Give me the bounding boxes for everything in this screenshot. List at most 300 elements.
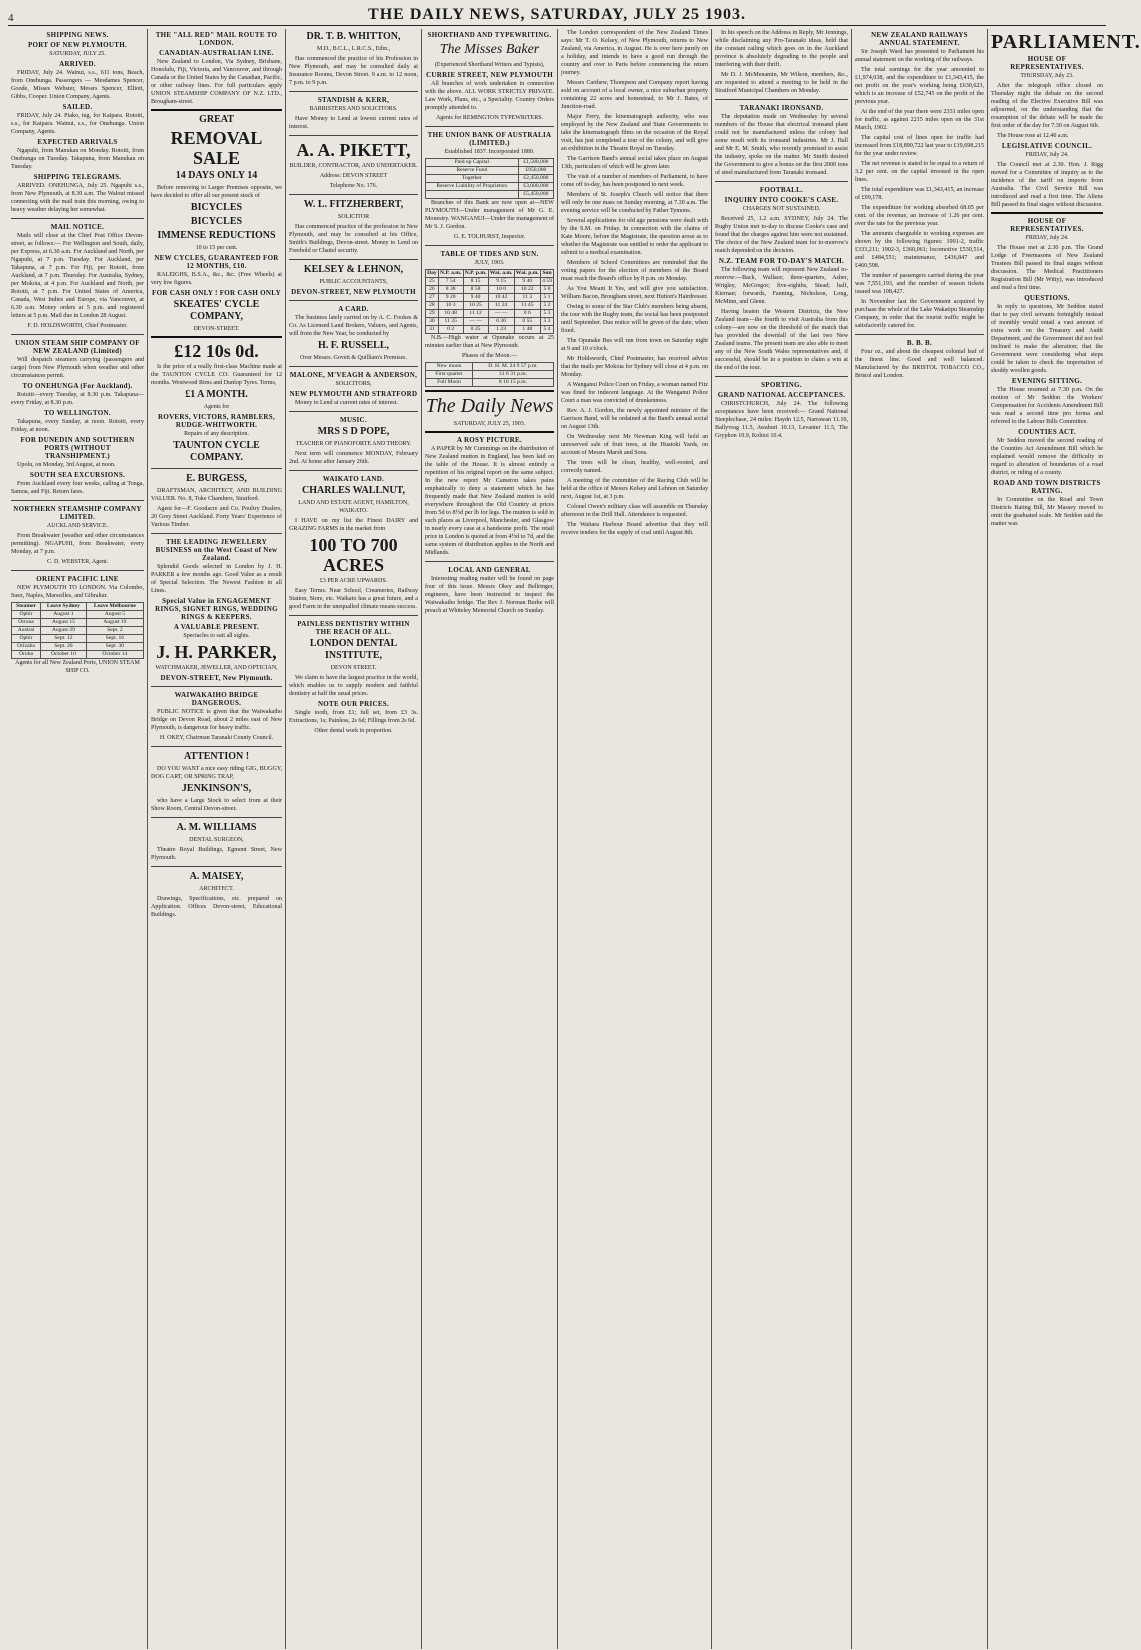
spectacles-text: Spectacles to suit all sights.	[183, 633, 250, 639]
tides-cell: 10 3	[438, 302, 463, 310]
jenkinson-text: who have a Large Stock to select from at their Show Room, Central Devon-street.	[151, 798, 282, 812]
council-date: FRIDAY, July 24.	[1025, 152, 1069, 158]
tides-cell: 8 38	[438, 286, 463, 294]
bank-signature: G. E. TOLHURST, Inspector.	[453, 234, 526, 240]
railways-text-1: Sir Joseph Ward has presented to Parliament his annual statement on the working of the railways.	[855, 49, 984, 63]
tides-cell: 26	[426, 286, 439, 294]
column-5	[558, 29, 712, 1649]
ironsand-heading: TARANAKI IRONSAND.	[739, 104, 824, 112]
local-text: Interesting reading matter will be found on page four of this issue. Messrs Okey and Bellringer, engineers, have been instructed to inspect the Waiwakaiho bridge. The Rev J. Norman Burke will preach at Whiteley Memorial Church on Sunday.	[425, 576, 554, 614]
town-heading: ROAD AND TOWN DISTRICTS RATING.	[993, 479, 1101, 495]
london-title: LONDON DENTAL INSTITUTE,	[309, 638, 398, 661]
orient-row	[12, 611, 144, 619]
orient-heading: ORIENT PACIFIC LINE	[36, 575, 119, 583]
bank-row	[426, 159, 554, 167]
col5-para-6: Members of St. Joseph's Church will notice that there will only be one mass on Sunday morning, at 7.30 a.m. The evening service will be conducted by Father Tymons.	[561, 192, 708, 214]
onehunga-heading: TO ONEHUNGA (For Auckland).	[22, 382, 133, 390]
tides-cell: 0 6	[514, 310, 540, 318]
williams-title: A. M. WILLIAMS	[176, 822, 257, 833]
bank-cell	[426, 191, 519, 199]
orient-cell: Sept. 2	[86, 627, 143, 635]
col5-para-8: Members of School Committees are reminded that the voting papers for the election of members of the Board must reach the Board's office by 8 p.m. on Monday.	[561, 260, 708, 282]
evening-text: The House resumed at 7.30 p.m. On the motion of Mr Seddon the Workers' Compensation for Accidents Amendment Bill was read a second time pro forma and referred to the Labour Bills Committee.	[991, 387, 1103, 425]
dunedin-text: Upolu, on Monday, 3rd August, at noon.	[17, 462, 116, 468]
tides-cell: 11 35	[438, 318, 463, 326]
bank-cell: Reserve Fund	[426, 167, 519, 175]
tides-cell: 7 54	[438, 278, 463, 286]
col5-para-14: Rev. A. J. Gordon, the newly appointed minister of the Garrison Band, will be ordained at the Band's annual social on August 13th.	[561, 408, 708, 430]
col5-para-5: The visit of a number of members of Parliament, to have come off to-day, has been postponed to next week.	[561, 174, 708, 188]
tides-cell: 11 3	[514, 294, 540, 302]
dunedin-heading: FOR DUNEDIN AND SOUTHERN PORTS (WITHOUT TRANSHIPMENT.)	[20, 436, 135, 460]
tides-cell: 10 48	[438, 310, 463, 318]
tides-cell: 0 25	[463, 326, 488, 334]
music-heading: MUSIC.	[340, 416, 367, 424]
london-address: DEVON STREET.	[330, 665, 377, 671]
whitton-title: DR. T. B. WHITTON,	[306, 31, 401, 42]
other-text: Other dental work in proportion.	[314, 728, 393, 734]
orient-cell: Sept. 30	[86, 643, 143, 651]
bank-heading: THE UNION BANK OF AUSTRALIA (LIMITED.)	[427, 131, 552, 147]
malone-address: NEW PLYMOUTH AND STRATFORD	[289, 390, 418, 398]
tides-cell: — —	[463, 318, 488, 326]
burgess-text: DRAFTSMAN, ARCHITECT, AND BUILDING VALUER. No. 8, Toke Chambers, Stratford.	[151, 488, 282, 502]
col6-para-2: Mr D. J. McMenamin, Mr Wilson, members, &c., are requested to attend a meeting to be held in the Stratford Municipal Chambers on Monday.	[715, 72, 848, 94]
maisey-text: Drawings, Specifications, etc. prepared on Application. Offices Devon-street, Educational Buildings.	[151, 896, 282, 918]
bank-cell: Together	[426, 175, 519, 183]
grand-text: CHRISTCHURCH, July 24. The following acceptances have been received:— Grand National Steeplechase, 24 miles: Haydn 12.5, Narrawan 11.10, Ballyvrag 11.5, Awahuri 10.13, Levanter 11.5, The Gryphon 10.9, Kohioi 10.4.	[715, 401, 848, 439]
tides-cell: 5 1	[540, 294, 553, 302]
orient-cell: Ophir	[12, 611, 41, 619]
moon-cell: New moon	[426, 363, 473, 371]
price-text: Is the price of a really first-class Machine made at the TAUNTON CYCLE CO. Guaranteed for 12 months. Westwood Rims and Dunlop Tyres. Terms,	[151, 364, 282, 386]
russell-title: H. F. RUSSELL,	[317, 340, 390, 351]
moon-cell: Full Moon	[426, 379, 473, 387]
telegrams-heading: SHIPPING TELEGRAMS.	[33, 173, 122, 181]
whitton-text: Has commenced the practice of his Profession in New Plymouth, and may be consulted daily at Insurance Rooms, Devon Street. 9 a.m. to 12 noon, 7 p.m. to 9 p.m.	[289, 56, 418, 86]
railways-text-2: The total earnings for the year amounted to £1,974,038, and the expenditure to £1,343,415, the net profit on the year's working being £630,623, which is an increase of £52,745 on the profit of the previous year.	[855, 67, 984, 105]
tides-note: N.B.—High water at Opunake occurs at 25 minutes earlier than at New Plymouth.	[425, 335, 554, 349]
wellington-heading: TO WELLINGTON.	[44, 409, 111, 417]
painless-heading: PAINLESS DENTISTRY WITHIN THE REACH OF ALL.	[297, 620, 410, 636]
masthead	[8, 4, 1106, 26]
orient-cell: October 14	[86, 651, 143, 659]
moon-cell: D. H. M. 24 9 57 p.m.	[472, 363, 553, 371]
sporting-heading: SPORTING.	[761, 381, 802, 389]
house-heading: HOUSE OF REPRESENTATIVES.	[1010, 55, 1084, 71]
grand-heading: GRAND NATIONAL ACCEPTANCES.	[717, 391, 846, 399]
house2-date: FRIDAY, July 24.	[1025, 235, 1069, 241]
bank-cell: Paid up Capital	[426, 159, 519, 167]
expected-heading: EXPECTED ARRIVALS	[37, 138, 118, 146]
tides-cell: 11 12	[463, 310, 488, 318]
railways-text-10: In November last the Government acquired by purchase the whole of the Lake Wakatipu Steamship Company, in order that the tourist traffic might be satisfactorily catered for.	[855, 299, 984, 329]
malone-text: Money to Lend at current rates of interest.	[295, 400, 398, 406]
shorthand-heading: SHORTHAND AND TYPEWRITING.	[427, 31, 552, 39]
bank-row	[426, 183, 554, 191]
great-label: GREAT	[199, 114, 234, 125]
acres-title: 100 TO 700 ACRES	[309, 535, 398, 575]
skeates-title: SKEATES' CYCLE COMPANY,	[173, 299, 260, 322]
tides-cell: 9 15	[488, 278, 514, 286]
column-grid	[8, 29, 1141, 1649]
tides-cell: 9 40	[463, 294, 488, 302]
remington-text: Agents for REMINGTON TYPEWRITERS.	[435, 115, 544, 121]
expected-text: Ngapuhi, from Manukau on Monday. Rotoiti, from Onehunga on Tuesday. Takapuna, from Manukau on Tuesday.	[11, 148, 144, 170]
tides-heading: TABLE OF TIDES AND SUN.	[440, 250, 539, 258]
wallnut-sub: LAND AND ESTATE AGENT, HAMILTON, WAIKATO.	[298, 500, 409, 514]
port-date: SATURDAY, JULY 25.	[49, 51, 106, 57]
tides-header-1: N.P. a.m.	[439, 270, 462, 276]
orient-cell: Sept. 12	[41, 635, 87, 643]
arrived-text: FRIDAY, July 24. Wainui, s.s., 611 tons, Beach, from Onehunga. Passengers — Mesdames Spencer, Goode, Misses Webster, Messrs Spencer, Elliott, Gibbs, Cooper. Union Company, Agents.	[11, 70, 144, 100]
moon-cell: 31 6 31 p.m.	[472, 371, 553, 379]
parker-address: DEVON-STREET, New Plymouth.	[160, 674, 273, 682]
bank-text: Branches of this Bank are now open at—NEW PLYMOUTH—Under management of Mr G. E. Monestry. WANGANUI—Under the management of Mr S. J. Gordon.	[425, 200, 554, 230]
orient-cell: Orizaba	[12, 643, 41, 651]
inquiry-sub: CHARGES NOT SUSTAINED.	[742, 206, 821, 212]
tides-cell: 1 23	[488, 326, 514, 334]
orient-footer: Agents for all New Zealand Ports, UNION STEAM SHIP CO.	[15, 660, 140, 674]
bridge-signature: H. OKEY, Chairman Taranaki County Council.	[159, 735, 274, 741]
house-date: THURSDAY, July 23.	[1020, 73, 1074, 79]
standish-title: STANDISH & KERR,	[317, 96, 390, 104]
orient-cell: Sept. 16	[86, 635, 143, 643]
tides-row	[426, 286, 554, 294]
orient-text: NEW PLYMOUTH TO LONDON. Via Colombo, Suez, Naples, Marseilles, and Gibraltar.	[11, 585, 144, 599]
northern-sub: AUCKLAND SERVICE.	[46, 523, 109, 529]
card-heading: A CARD.	[338, 305, 369, 313]
col5-para-4: The Garrison Band's annual social takes place on August 13th, particulars of which will be given later.	[561, 156, 708, 170]
nz-team-text-2: Having beaten the Western Districts, the New Zealand team—the fourth to visit Australia from this colony—are now on the threshold of the match that has provided the downfall of the last two New Zealand teams. The present team are also able to meet any of the New South Wales representatives and, if successful, should be in a position to claim a win at the end of the tour.	[715, 309, 848, 371]
fitzherbert-title: W. L. FITZHERBERT,	[303, 199, 404, 210]
local-heading: LOCAL AND GENERAL	[448, 566, 531, 574]
tides-cell: 4 59	[542, 278, 552, 284]
redline-heading: THE "ALL RED" MAIL ROUTE TO LONDON.	[155, 31, 278, 47]
waikato-heading: WAIKATO LAND.	[322, 475, 385, 483]
mail-heading: MAIL NOTICE.	[50, 223, 105, 231]
acres-text: Easy Terms. Near School, Creameries, Railway Station, Store, etc. Waikato has a great future, and a good Farm in the unequalled climate means success.	[289, 588, 418, 610]
wellington-text: Takapuna, every Sunday, at noon. Rotoiti, every Friday, at noon.	[11, 419, 144, 433]
malone-title: MALONE, M'VEAGH & ANDERSON,	[289, 371, 418, 379]
taunton-title: TAUNTON CYCLE COMPANY.	[173, 440, 260, 463]
tides-cell: 10 42	[488, 294, 514, 302]
orient-cell: August 15	[41, 619, 87, 627]
tides-cell: 10 0	[488, 286, 514, 294]
shipping-heading: SHIPPING NEWS.	[46, 31, 109, 39]
williams-sub: DENTAL SURGEON,	[189, 837, 244, 843]
column-1	[8, 29, 148, 1649]
railways-text-7: The expenditure for working absorbed 68.05 per cent. of the revenue, an increase of 1.26 per cent. over the rate for the previous year.	[855, 205, 984, 227]
skeates-address: DEVON-STREET.	[193, 326, 240, 332]
col5-para-16: The trees will be clean, healthy, well-rooted, and correctly named.	[561, 460, 708, 474]
col5-para-19: The Waitara Harbour Board advertise that they will receive tenders for the supply of coal until August 8th.	[561, 522, 708, 536]
railways-text-3: At the end of the year there were 2331 miles open for traffic, as against 2215 miles open on the 31st March, 1902.	[855, 109, 984, 131]
moon-row	[426, 363, 554, 371]
col5-para-15: On Wednesday next Mr Newman King will hold an unreserved sale of fruit trees, at the Huatoki Yards, on account of Messrs Marsh and Sons.	[561, 434, 708, 456]
sailed-text: FRIDAY, July 24. Piako, tug, for Kaipara. Rotoiti, s.s., for Kaipara. Wainui, s.s., for Onehunga. Union Company, Agents.	[11, 113, 144, 135]
tides-row	[426, 326, 554, 334]
column-4	[422, 29, 558, 1649]
bbb-text: Four oz., and about the cheapest colonial leaf of the finest line. Good and well balanced. Manufactured by the BRISTOL TOBACCO CO., Bristol and London.	[855, 349, 984, 379]
bank-cell: Reserve Liability of Proprietors	[426, 183, 519, 191]
tides-cell: 10 25	[463, 302, 488, 310]
williams-text: Theatre Royal Buildings, Egmont Street, New Plymouth.	[151, 847, 282, 861]
col5-para-17: A meeting of the committee of the Racing Club will be held at the office of Messrs Kelsey and Lehnon on Saturday next, August 1st, at 3 p.m.	[561, 478, 708, 500]
northern-text: From Breakwater (weather and other circumstances permitting). NGAPUHI, from Breakwater, every Monday, at 7 p.m.	[11, 533, 144, 555]
orient-cell: Sept. 26	[41, 643, 87, 651]
ironsand-text: The deputation made on Wednesday by several members of the House that electrical ironsand plant could not be manufactured unless the colony had some result with its ironsand industries. Mr J. Hall and Mr E. M. Smith, who recently promised to assist the industry, spoke on the matter. Mr Smith desired the Government to give a bonus on the first 2000 tons of steel manufactured from Taranaki ironsand.	[715, 114, 848, 176]
south-heading: SOUTH SEA EXCURSIONS.	[29, 471, 126, 479]
burgess-title: E. BURGESS,	[186, 473, 247, 484]
bank-row	[426, 175, 554, 183]
tides-header-0: Day	[427, 270, 437, 276]
repairs-text: Repairs of any description.	[184, 431, 249, 437]
tides-cell: 5 0	[540, 286, 553, 294]
tides-month: JULY, 1903.	[474, 260, 505, 266]
tides-cell: 5 3	[540, 318, 553, 326]
moon-row	[426, 379, 554, 387]
pikett-sub: BUILDER, CONTRACTOR, AND UNDERTAKER.	[289, 163, 418, 169]
card-text: The business lately carried on by A. C. Fookes & Co. As Licensed Land Brokers, Valuers, and Agents, will from the New Year, be conducted by	[289, 315, 418, 337]
bank-cell: £1,500,000	[518, 159, 553, 167]
note-heading: NOTE OUR PRICES.	[317, 700, 390, 708]
standish-sub: BARRISTERS AND SOLICITORS.	[309, 106, 398, 112]
nz-team-heading: N.Z. TEAM FOR TO-DAY'S MATCH.	[718, 257, 845, 265]
northern-heading: NORTHERN STEAMSHIP COMPANY LIMITED.	[13, 505, 142, 521]
onehunga-text: Rotoiti—every Tuesday, at 8.30 p.m. Takapuna—every Friday, at 8.30 p.m.	[11, 392, 144, 406]
tides-cell: 11 45	[514, 302, 540, 310]
wallnut-title: CHARLES WALLNUT,	[302, 485, 405, 496]
acres-sub: £3 PER ACRE UPWARDS.	[319, 578, 388, 584]
bridge-heading: WAIWAKAIHO BRIDGE DANGEROUS.	[174, 691, 259, 707]
kelsey-sub: PUBLIC ACCOUNTANTS,	[319, 279, 388, 285]
orient-cell: August 29	[41, 627, 87, 635]
cycles-line: NEW CYCLES, GUARANTEED FOR 12 MONTHS, £10.	[154, 254, 279, 270]
col5-para-18: Colonel Owen's military class will assemble on Thursday afternoon in the Drill Hall. Attendance is requested.	[561, 504, 708, 518]
maisey-sub: ARCHITECT.	[199, 886, 234, 892]
maisey-title: A. MAISEY,	[189, 871, 244, 882]
railways-text-5: The net revenue is stated to be equal to a return of 3.2 per cent. on the capital invested in the open lines.	[855, 161, 984, 183]
tides-row	[426, 318, 554, 326]
mail-text: Mails will close at the Chief Post Office Devon-street, as follows:— For Wellington and South, daily, per Express, at 6.30 a.m. For Auckland and North, per Ngapuhi, at 7 p.m. Tuesday. For Auckland, per Takapuna, at 7 p.m. For Fiji, per Rotoiti, from Auckland, at 7 p.m. Thursday. For Australia, Sydney, per Mokoia, at 4 p.m. For Auckland and North, per Rotoiti, at 7 p.m. For United States of America, Canada, West Indies and Europe, via Vancouver, at 6.30 a.m. Money orders at 5 p.m. and registered letters at 5 p.m. Mail due in London 28 August.	[11, 233, 144, 319]
baker-text: All branches of work undertaken in connection with the above. ALL WORK STRICTLY PRIVATE. Law Work, Plans, etc., a Speciality. Country Orders promptly attended to.	[425, 81, 554, 111]
whitton-sub: M.D., B.C.L., L.R.C.S., Edin.,	[316, 46, 391, 52]
orient-cell: August 5	[86, 611, 143, 619]
tides-cell: 25	[426, 278, 439, 286]
malone-sub: SOLICITORS,	[335, 381, 372, 387]
bank-cell: £3,000,000	[518, 183, 553, 191]
month-label: £1 A MONTH.	[185, 389, 248, 400]
bank-table	[425, 158, 554, 199]
union-text: Will despatch steamers carrying (passengers and cargo) from New Plymouth when weather and other circumstances permit.	[11, 357, 144, 379]
moon-table	[425, 362, 554, 387]
daily-news-date: SATURDAY, JULY 25, 1903.	[453, 421, 526, 427]
postmaster: F. D. HOLDSWORTH, Chief Postmaster.	[27, 323, 128, 329]
orient-row	[12, 627, 144, 635]
bicycles-label: BICYCLES	[190, 202, 243, 213]
col5-para-12: Mr Holdsworth, Chief Postmaster, has received advice that the mails per Mokoia for Sydney will close at 4 p.m. on Monday.	[561, 356, 708, 378]
tides-row	[426, 302, 554, 310]
tides-row	[426, 310, 554, 318]
tides-row	[426, 278, 554, 286]
sale-text: Before removing to Larger Premises opposite, we have decided to offer all our present stock of	[151, 185, 282, 199]
tides-cell: 9 40	[514, 278, 540, 286]
bank-cell: £950,000	[518, 167, 553, 175]
tides-cell: 5 3	[540, 310, 553, 318]
tides-row	[426, 294, 554, 302]
col5-para-11: The Opunake Bus will run from town on Saturday night at 9 and 10 o'clock.	[561, 338, 708, 352]
orient-cell: Ophir	[12, 635, 41, 643]
port-heading: PORT OF NEW PLYMOUTH.	[27, 41, 127, 49]
col5-para-2: Messrs Carthew, Thompson and Company report having sold on account of a local owner, a nice suburban property containing 22 acres and homestead, to Mr J. Bates, of Junction-road.	[561, 80, 708, 110]
union-heading: UNION STEAM SHIP COMPANY OF NEW ZEALAND (Limited)	[15, 339, 140, 355]
railways-text-4: The capital cost of lines open for traffic had increased from £18,890,722 last year to £19,698,215 for the year under review.	[855, 135, 984, 157]
masthead-title: THE DAILY NEWS, SATURDAY, JULY 25 1903.	[368, 6, 746, 23]
page-number: 4	[8, 12, 14, 24]
jenkinson-title: JENKINSON'S,	[181, 783, 252, 794]
tides-cell: 27	[426, 294, 439, 302]
bank-row	[426, 167, 554, 175]
london-text: We claim to have the largest practice in the world, which enables us to supply modern and faithful dentistry at half the usual prices.	[289, 675, 418, 697]
moon-cell: First quarter	[426, 371, 473, 379]
column-7	[852, 29, 988, 1649]
price-title: £12 10s 0d.	[174, 341, 259, 361]
orient-cell: August 1	[41, 611, 87, 619]
valuable-present: A VALUABLE PRESENT.	[173, 623, 260, 631]
house-rose: The House rose at 12.40 a.m.	[997, 133, 1069, 139]
immense-label: IMMENSE REDUCTIONS	[157, 230, 276, 241]
pikett-title: A. A. PIKETT,	[296, 140, 411, 160]
pikett-address: Address: DEVON STREET	[319, 173, 388, 179]
agent: C. D. WEBSTER, Agent.	[46, 559, 109, 565]
rosy-heading: A ROSY PICTURE.	[456, 436, 523, 444]
fitzherbert-sub: SOLICITOR	[337, 214, 370, 220]
agent-text: Agent for—F. Goodacre and Co. Poultry Dealers, 20 Grey Street Auckland. Forty Years' Experience of Various Timber.	[151, 506, 282, 528]
tides-cell: 29	[426, 310, 439, 318]
railways-text-8: The amounts chargeable to working expenses are shown by the following figures: 1901-2, traffic £333,211; 1902-3, £360,061; locomotive £530,514, and £484,551; maintenance, £436,847 and £460,598.	[855, 231, 984, 269]
bicycles-label-2: BICYCLES	[190, 216, 243, 227]
tides-cell: 5 2	[540, 302, 553, 310]
evening-heading: EVENING SITTING.	[1011, 377, 1083, 385]
tides-cell: 9 20	[438, 294, 463, 302]
raleighs-text: RALEIGHS, B.S.A., &c., &c. (Free Wheels) at very low figures.	[151, 272, 282, 286]
moon-cell: 8 10 15 p.m.	[472, 379, 553, 387]
bank-row	[426, 191, 554, 199]
orient-cell: Oruba	[12, 651, 41, 659]
col5-para-10: Owing to some of the Star Club's members being absent, the tour with the Rugby team, the social has been postponed until September. Due notice will be given of the date, when fixed.	[561, 304, 708, 334]
special-value: Special Value in ENGAGEMENT RINGS, SIGNET RINGS, WEDDING RINGS & KEEPERS.	[155, 597, 278, 621]
counties-heading: COUNTIES ACT.	[1018, 428, 1076, 436]
column-2	[148, 29, 286, 1649]
parker-title: J. H. PARKER,	[156, 642, 277, 662]
column-3	[286, 29, 422, 1649]
agents-label: Agents for	[203, 404, 230, 410]
tides-cell: 10 22	[514, 286, 540, 294]
orient-row	[12, 635, 144, 643]
orient-header-1: Leave Sydney	[41, 603, 87, 611]
want-text: DO YOU WANT a nice easy riding GIG, BUGGY, DOG CART, OR SPRING TRAP,	[151, 766, 282, 780]
railways-text-6: The total expenditure was £1,343,415, an increase of £99,178.	[855, 187, 984, 201]
col5-para-3: Major Ferry, the kinematograph authority, who was employed by the New Zealand and State Governments to take the kinematograph films on the occasion of the Royal visit, has just completed a tour of the colony, and will give an exhibition in the Theatre Royal on Tuesday.	[561, 114, 708, 152]
tides-table	[425, 269, 554, 334]
parliament-title: PARLIAMENT.	[991, 31, 1141, 53]
tides-cell: 11 24	[488, 302, 514, 310]
questions-text: In reply to questions, Mr Seddon stated that to pay civil servants fortnightly instead of monthly would entail a vast amount of extra work on the Treasury and Audit Department, and the Government did not feel inclined to make the alteration; that the Government were considering what steps could be taken to check the importation of shoddy woollen goods.	[991, 304, 1103, 374]
counties-text: Mr Seddon moved the second reading of the Counties Act Amendment Bill which he explained would remove the difficulty in regard to alteration of boundaries of a road district, or riding of a county.	[991, 438, 1103, 476]
reductions-text: 10 to 15 per cent.	[195, 245, 238, 251]
tides-cell: 31	[426, 326, 439, 334]
jeweller-heading: THE LEADING JEWELLERY BUSINESS on the West Coast of New Zealand.	[155, 538, 278, 562]
col6-para-1: In his speech on the Address in Reply, Mr Jennings, while disclaiming any Pro-Taranaki ideas, held that the constant railing which goes on in the Auckland province is absolutely degrading to the people and interfering with their thrift.	[715, 30, 848, 68]
fitzherbert-text: Has commenced practice of the profession in New Plymouth, and may be consulted at his Office, Smith's Buildings, Devon-street. Money to Lend on Freehold or Chattel security.	[289, 224, 419, 254]
railways-text-9: The number of passengers carried during the year was 7,551,193, and the number of season tickets issued was 108,427.	[855, 273, 984, 295]
col5-para-7: Several applications for old age pensions were dealt with by the S.M. on Friday. In connection with the claims of Kate Moore, before the Magistrate, the question arose as to whether the Magistrate was entitled to order the applicant to submit to a medical examination.	[561, 218, 708, 256]
house-text: After the telegraph office closed on Thursday night the debate on the second reading of the Elective Executive Bill was adjourned, on the understanding that the resumption of the debate will be made the first order of the day for 7.30 on August 6th.	[991, 83, 1103, 129]
questions-heading: QUESTIONS.	[1024, 294, 1070, 302]
orient-cell: August 19	[86, 619, 143, 627]
bank-cell: £2,450,000	[518, 175, 553, 183]
bank-established: Established 1837. Incorporated 1880.	[444, 149, 535, 155]
inquiry-heading: INQUIRY INTO COOKE'S CASE.	[724, 196, 839, 204]
baker-sub: (Experienced Shorthand Writers and Typists),	[434, 62, 545, 68]
orient-cell: Austral	[12, 627, 41, 635]
col5-para-9: As You Meant It Yes, and will give you satisfaction. William Bacon, Brougham street, next Hutton's Hairdresser.	[561, 286, 708, 300]
house2-text: The House met at 2.30 p.m. The Grand Lodge of Freemasons of New Zealand Trustees Bill passed its final stages without discussion. The Medical Practitioners Registration Bill (Mr Witty), was introduced and read a first time.	[991, 245, 1103, 291]
tides-cell: 5 4	[540, 326, 553, 334]
inquiry-text: Received 25, 1.2 a.m. SYDNEY, July 24. The Rugby Union met to-day to discuss Cooke's case and found that the charges against him were not sustained. The choice of the New Zealand team for to-morrow's match depended on the decision.	[715, 216, 848, 254]
orient-cell: October 10	[41, 651, 87, 659]
tides-cell: 8 15	[463, 278, 488, 286]
col5-para-1: The London correspondent of the New Zealand Times says: Mr T. O. Kelsey, of New Plymouth, returns to New Zealand, via America, in August. He is over here purely on a holiday, and intends to have a good run through the country and over to Paris before commencing the return journey.	[561, 30, 708, 76]
tides-cell: 30	[426, 318, 439, 326]
pikett-phone: Telephone No. 176.	[329, 183, 378, 189]
baker-title: The Misses Baker	[439, 42, 540, 57]
railways-heading: NEW ZEALAND RAILWAYS ANNUAL STATEMENT.	[871, 31, 968, 47]
town-text: In Committee on the Road and Town Districts Rating Bill, Mr Massey moved to omit the graduated scale. Mr Seddon said the matter was	[991, 497, 1103, 527]
russell-address: Over Messrs. Govett & Quilliam's Premises.	[300, 355, 407, 361]
redline-text: New Zealand to London, Via Sydney, Brisbane, Honolulu, Fiji, Victoria, and Vancouver, and through Canada or the United States by the Canadian, Pacific, or other railway lines. For full particulars apply UNION STEAMSHIP COMPANY OF N.Z. LTD., Brougham-street.	[151, 59, 282, 105]
bank-cell: £5,450,000	[518, 191, 553, 199]
tides-header-5: Sun	[542, 270, 552, 276]
cash-only: FOR CASH ONLY ! FOR CASH ONLY	[152, 289, 281, 297]
kelsey-address: DEVON-STREET, NEW PLYMOUTH	[291, 288, 416, 296]
pope-title: MRS S D POPE,	[317, 426, 390, 437]
pope-text: Next term will commence MONDAY, February 2nd. At home after January 26th.	[289, 451, 418, 465]
wallnut-text: I HAVE on my list the Finest DAIRY and GRAZING FARMS in the market from	[289, 518, 418, 532]
bridge-text: PUBLIC NOTICE is given that the Waiwakaiho Bridge on Devon Road, about 2 miles east of New Plymouth, is dangerous for heavy traffic.	[151, 709, 282, 731]
orient-table	[11, 602, 144, 659]
column-8	[988, 29, 1141, 1649]
note-text: Single tooth, from £1; full set, from £3 3s. Extractions, 1s; Painless, 2s 6d; Fillings from 2s 6d.	[289, 710, 418, 724]
tides-cell: 1 48	[514, 326, 540, 334]
sailed-heading: SAILED.	[62, 103, 93, 111]
redline-sub: CANADIAN-AUSTRALIAN LINE.	[159, 49, 274, 57]
column-6	[712, 29, 852, 1649]
tides-header-4: Wai. p.m.	[515, 270, 539, 276]
telegrams-text: ARRIVED. ONEHUNGA, July 25. Ngapuhi s.s., from New Plymouth, at 8.30 a.m. The Walout missed connecting with the mail train this morning, owing to heavy weather delaying her somewhat.	[11, 183, 144, 213]
orient-header-0: Steamer	[12, 603, 41, 611]
tides-cell: — —	[488, 310, 514, 318]
baker-address: CURRIE STREET, NEW PLYMOUTH	[426, 71, 553, 79]
house2-heading: HOUSE OF REPRESENTATIVES.	[1010, 217, 1084, 233]
orient-row	[12, 651, 144, 659]
tides-cell: 0 55	[514, 318, 540, 326]
orient-header-2: Leave Melbourne	[86, 603, 143, 611]
parker-sub: WATCHMAKER, JEWELLER, AND OPTICIAN,	[155, 665, 278, 671]
tides-cell: 8 58	[463, 286, 488, 294]
tides-header-3: Wai. a.m.	[489, 270, 513, 276]
